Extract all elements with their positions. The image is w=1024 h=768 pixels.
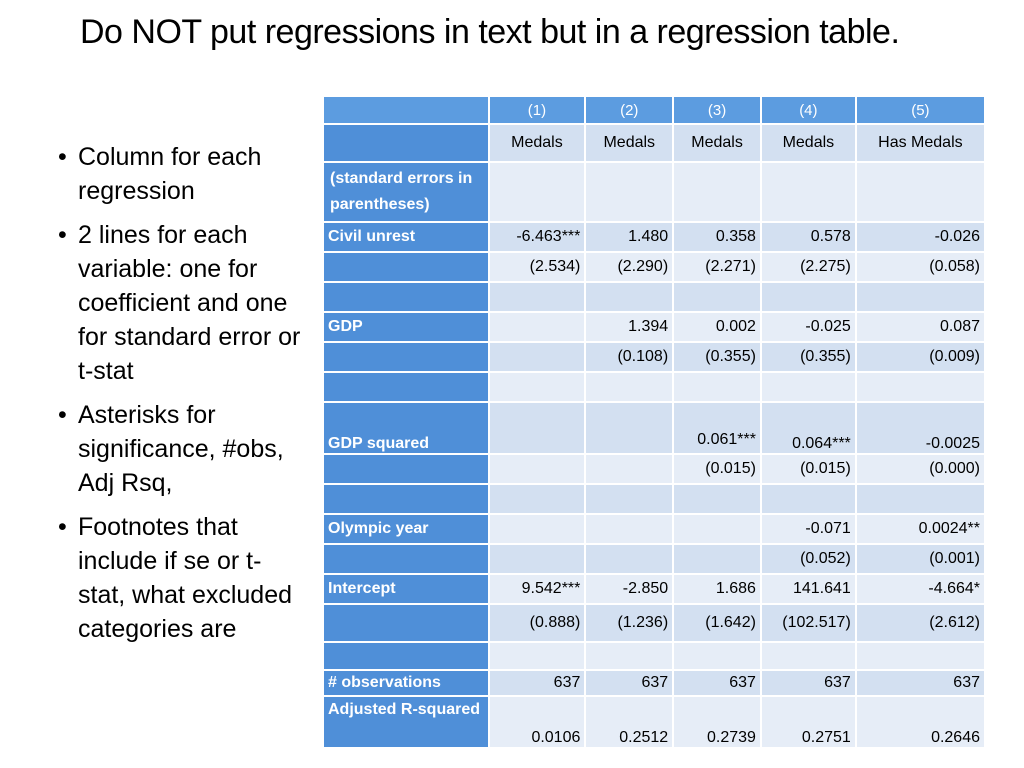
column-number: (2) (586, 97, 672, 123)
standard-error: (2.275) (762, 253, 855, 281)
observation-count: 637 (857, 671, 984, 695)
dep-var: Medals (762, 125, 855, 161)
adjusted-r-squared: 0.2512 (586, 697, 672, 747)
adjusted-r-squared: 0.0106 (490, 697, 585, 747)
spacer-row (324, 283, 984, 311)
standard-error: (102.517) (762, 605, 855, 641)
coefficient: -6.463*** (490, 223, 585, 251)
coefficient: -0.0025 (857, 403, 984, 453)
coefficient: -0.025 (762, 313, 855, 341)
coefficient: 1.394 (586, 313, 672, 341)
standard-error: (0.015) (762, 455, 855, 483)
observation-count: 637 (674, 671, 760, 695)
coefficient: 1.480 (586, 223, 672, 251)
standard-error: (0.052) (762, 545, 855, 573)
standard-error: (1.642) (674, 605, 760, 641)
row-label: # observations (324, 671, 488, 695)
regression-table (322, 95, 986, 749)
standard-error-row (324, 605, 984, 641)
standard-error-row (324, 343, 984, 371)
standard-error: (0.058) (857, 253, 984, 281)
standard-error-row (324, 455, 984, 483)
dep-var: Medals (490, 125, 585, 161)
adjusted-r-squared: 0.2646 (857, 697, 984, 747)
standard-error: (0.001) (857, 545, 984, 573)
standard-error: (0.015) (674, 455, 760, 483)
bullet-list (58, 140, 308, 656)
standard-error (490, 545, 585, 573)
dep-var: Medals (586, 125, 672, 161)
standard-error (490, 343, 585, 371)
spacer-row (324, 643, 984, 669)
dep-var: Medals (674, 125, 760, 161)
coefficient (674, 515, 760, 543)
observations-row (324, 671, 984, 695)
coefficient (586, 515, 672, 543)
column-number: (3) (674, 97, 760, 123)
coefficient: 0.578 (762, 223, 855, 251)
bullet-item: • Footnotes that include if se or t-stat, what excluded categories are (58, 510, 308, 646)
row-label: Civil unrest (324, 223, 488, 251)
column-number: (1) (490, 97, 585, 123)
row-label: GDP (324, 313, 488, 341)
coefficient (490, 313, 585, 341)
coefficient-row (324, 515, 984, 543)
adjusted-r-squared-row (324, 697, 984, 747)
coefficient (586, 403, 672, 453)
coefficient: -2.850 (586, 575, 672, 603)
standard-error-note: (standard errors in parentheses) (324, 163, 488, 221)
standard-error: (2.534) (490, 253, 585, 281)
standard-error (490, 455, 585, 483)
coefficient: 0.358 (674, 223, 760, 251)
note-row (324, 163, 984, 221)
column-number: (4) (762, 97, 855, 123)
row-label (324, 125, 488, 161)
standard-error: (0.009) (857, 343, 984, 371)
row-label: GDP squared (324, 403, 488, 453)
standard-error (674, 545, 760, 573)
standard-error (586, 545, 672, 573)
coefficient: 141.641 (762, 575, 855, 603)
spacer-row (324, 485, 984, 513)
standard-error: (2.271) (674, 253, 760, 281)
bullet-item: • Asterisks for significance, #obs, Adj Rsq, (58, 398, 308, 500)
coefficient (490, 515, 585, 543)
adjusted-r-squared: 0.2751 (762, 697, 855, 747)
dep-var: Has Medals (857, 125, 984, 161)
standard-error: (0.888) (490, 605, 585, 641)
coefficient: -0.026 (857, 223, 984, 251)
coefficient-row (324, 223, 984, 251)
coefficient-row (324, 403, 984, 453)
row-label: Adjusted R-squared (324, 697, 488, 747)
standard-error-row (324, 253, 984, 281)
coefficient: -0.071 (762, 515, 855, 543)
coefficient: 0.087 (857, 313, 984, 341)
observation-count: 637 (490, 671, 585, 695)
coefficient: 0.061*** (674, 403, 760, 453)
standard-error: (2.290) (586, 253, 672, 281)
bullet-item: • 2 lines for each variable: one for coefficient and one for standard error or t-stat (58, 218, 308, 388)
coefficient: -4.664* (857, 575, 984, 603)
column-number-row (324, 97, 984, 123)
standard-error (586, 455, 672, 483)
observation-count: 637 (762, 671, 855, 695)
standard-error: (0.355) (762, 343, 855, 371)
coefficient (490, 403, 585, 453)
column-number: (5) (857, 97, 984, 123)
standard-error: (2.612) (857, 605, 984, 641)
coefficient: 1.686 (674, 575, 760, 603)
corner-cell (324, 97, 488, 123)
observation-count: 637 (586, 671, 672, 695)
row-label: Olympic year (324, 515, 488, 543)
coefficient: 0.064*** (762, 403, 855, 453)
standard-error-row (324, 545, 984, 573)
coefficient: 0.002 (674, 313, 760, 341)
coefficient-row (324, 575, 984, 603)
adjusted-r-squared: 0.2739 (674, 697, 760, 747)
bullet-item: • Column for each regression (58, 140, 308, 208)
dependent-variable-row (324, 125, 984, 161)
coefficient: 0.0024** (857, 515, 984, 543)
standard-error: (0.355) (674, 343, 760, 371)
standard-error: (0.108) (586, 343, 672, 371)
coefficient-row (324, 313, 984, 341)
standard-error: (1.236) (586, 605, 672, 641)
spacer-row (324, 373, 984, 401)
slide-title: Do NOT put regressions in text but in a regression table. (80, 13, 900, 51)
standard-error: (0.000) (857, 455, 984, 483)
coefficient: 9.542*** (490, 575, 585, 603)
row-label: Intercept (324, 575, 488, 603)
